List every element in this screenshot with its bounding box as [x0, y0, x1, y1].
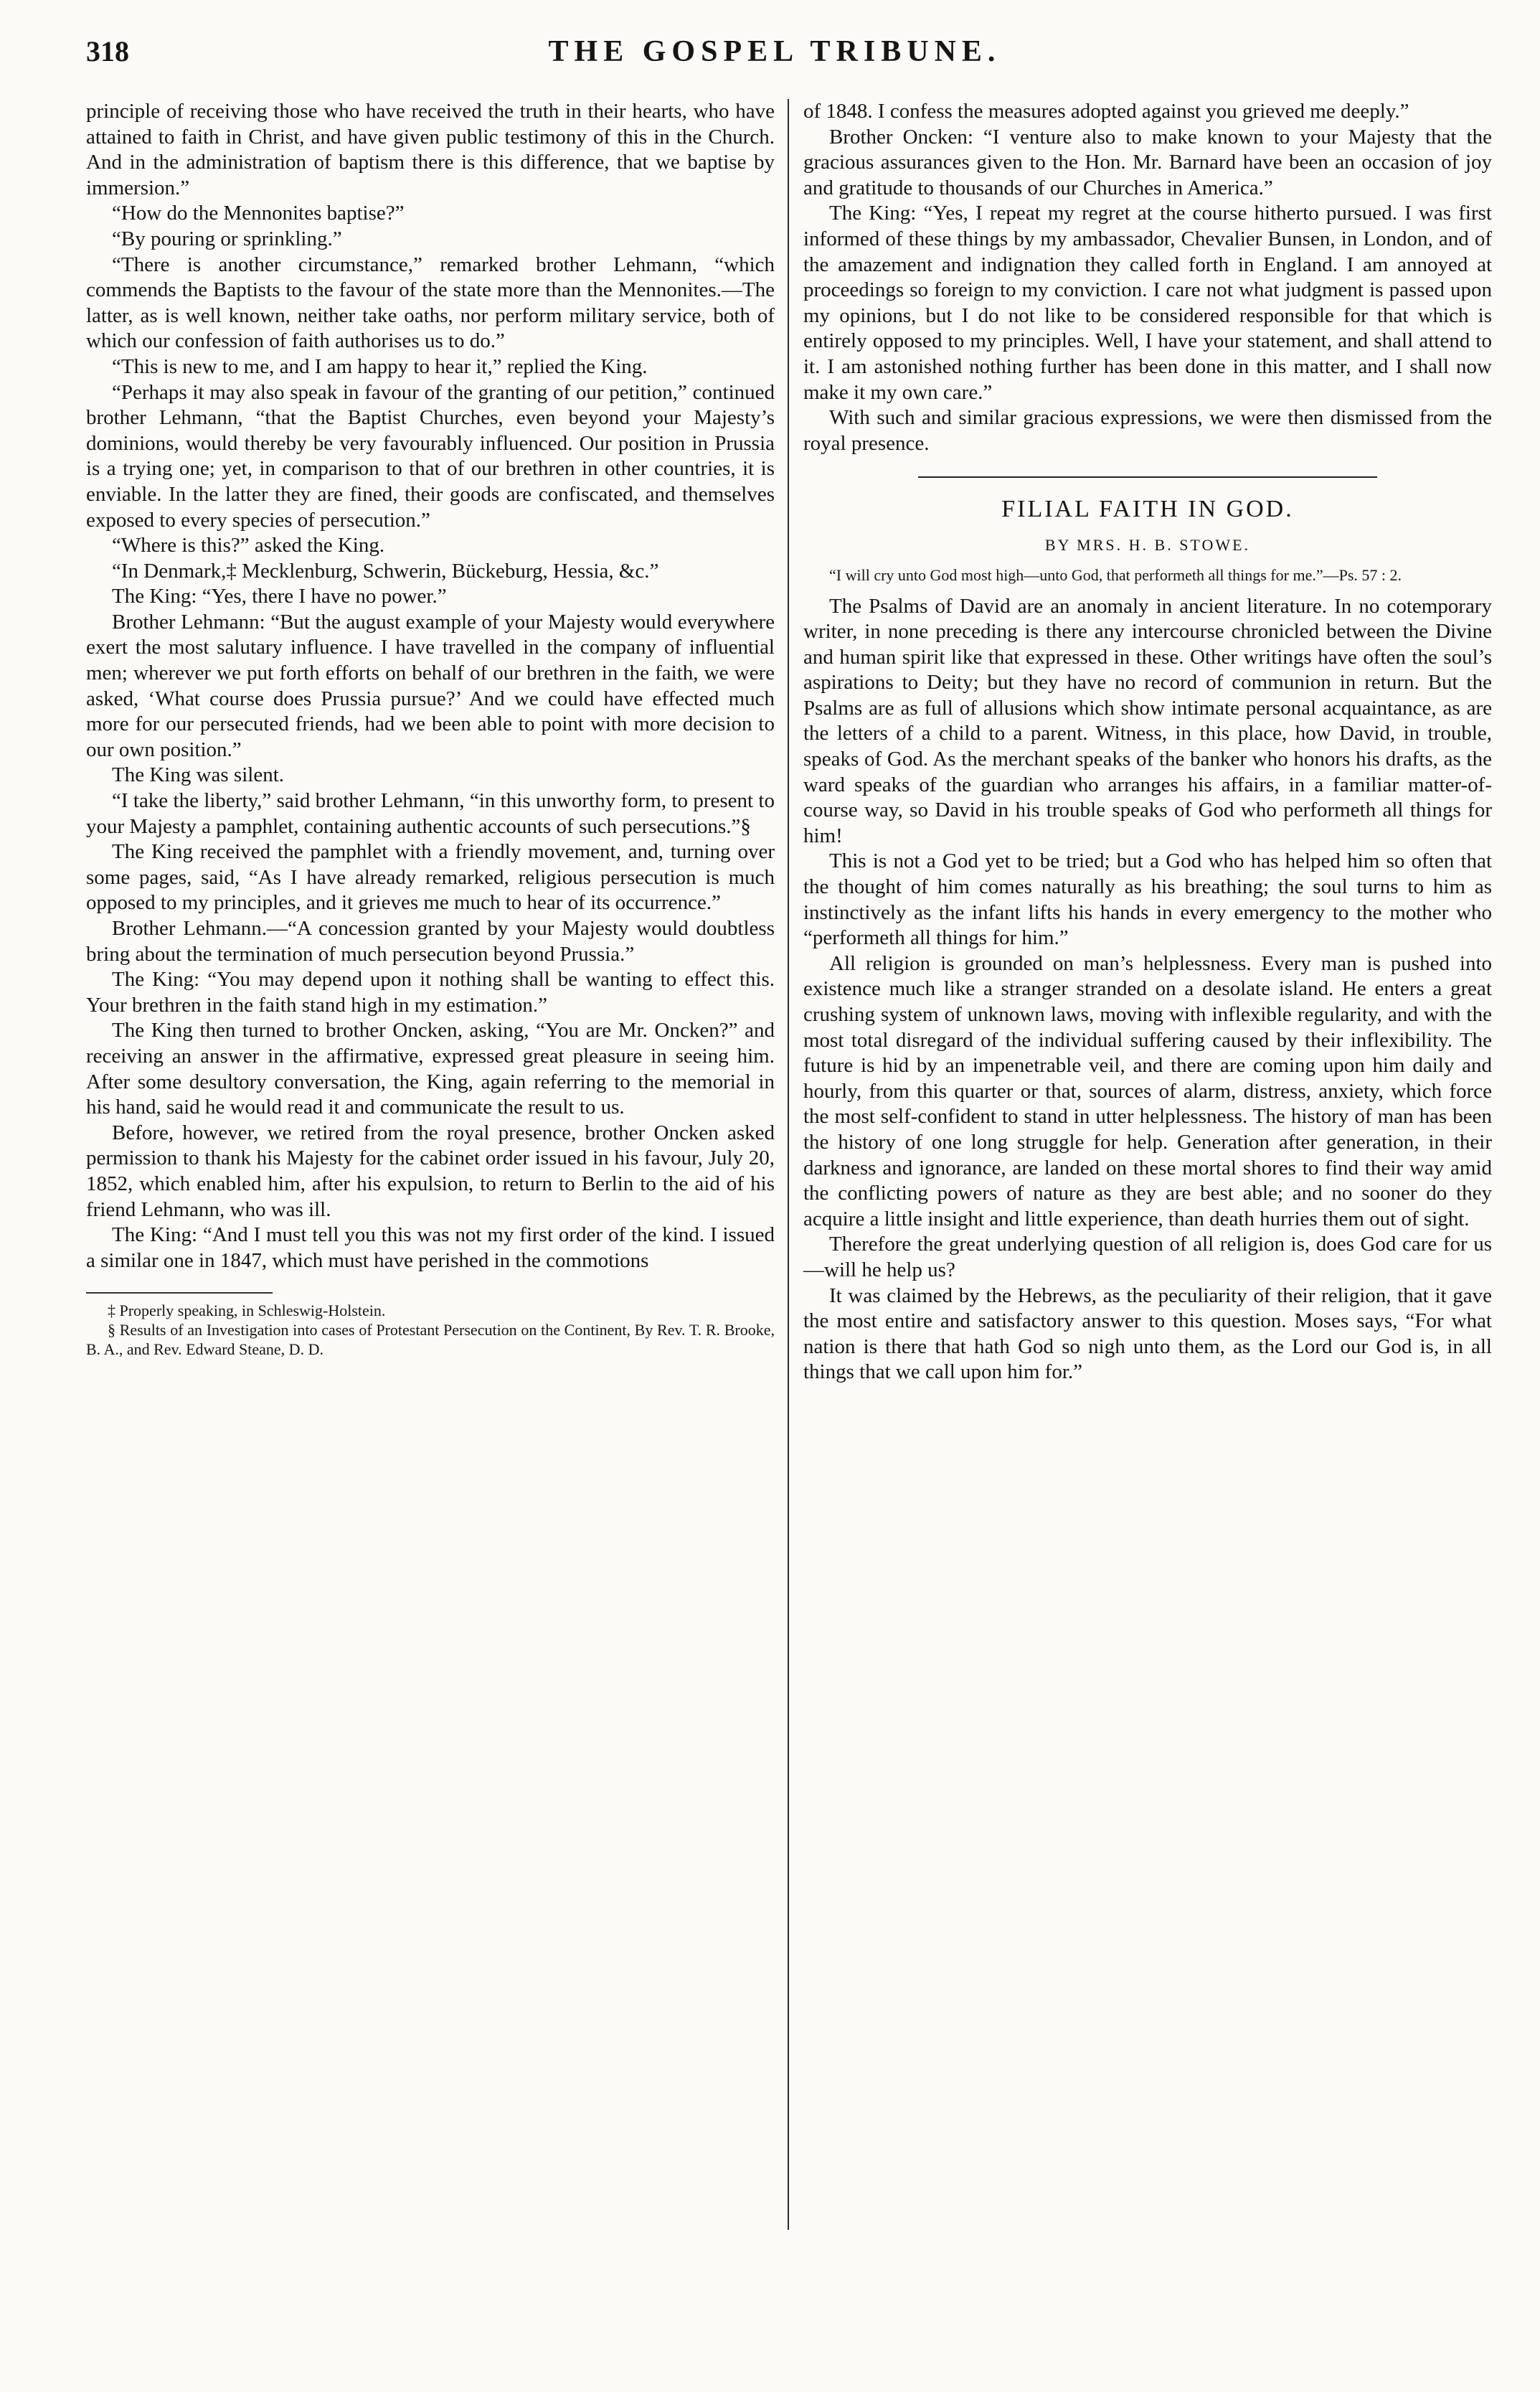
footnote: ‡ Properly speaking, in Schleswig-Holstein.	[108, 1301, 386, 1320]
paragraph: It was claimed by the Hebrews, as the peculiarity of their religion, that it gave the most entire and satisfactory answer to this question. Moses says, “For what nation is there that hath God so nigh unto them, as the Lord our God is, in all things that we call upon him for.”	[803, 1284, 1492, 1384]
page-header	[86, 34, 1463, 77]
article-title: FILIAL FAITH IN GOD.	[1001, 496, 1294, 523]
running-title: THE GOSPEL TRIBUNE.	[548, 35, 1001, 68]
paragraph: Therefore the great underlying question of all religion is, does God care for us—will he help us?	[803, 1233, 1492, 1281]
paragraph: “By pouring or sprinkling.”	[112, 227, 342, 250]
paragraph: Before, however, we retired from the royal presence, brother Oncken asked permission to thank his Majesty for the cabinet order issued in his favour, July 20, 1852, which enabled him, after his expulsion, to return to Berlin to the aid of his friend Lehmann, who was ill.	[86, 1121, 775, 1221]
right-column	[803, 99, 1492, 1385]
paragraph: of 1848. I confess the measures adopted against you grieved me deeply.”	[803, 100, 1409, 123]
paragraph: “I take the liberty,” said brother Lehmann, “in this unworthy form, to present to your Majesty a pamphlet, containing authentic accounts of such persecutions.”§	[86, 789, 775, 838]
page-number: 318	[86, 35, 129, 67]
paragraph: “In Denmark,‡ Mecklenburg, Schwerin, Bückeburg, Hessia, &c.”	[112, 559, 659, 583]
paragraph: With such and similar gracious expressions, we were then dismissed from the royal presence.	[803, 406, 1492, 455]
footnote-rule	[86, 1292, 273, 1294]
left-column	[86, 99, 775, 1359]
article-byline: BY MRS. H. B. STOWE.	[1044, 535, 1251, 554]
footnote: § Results of an Investigation into cases of Protestant Persecution on the Continent, By Rev. T. R. Brooke, B. A., and Rev. Edward Steane, D. D.	[86, 1321, 775, 1359]
paragraph: The King: “And I must tell you this was not my first order of the kind. I issued a similar one in 1847, which must have perished in the commotions	[86, 1223, 775, 1272]
paragraph: “Perhaps it may also speak in favour of the granting of our petition,” continued brother Lehmann, “that the Baptist Churches, even beyond your Majesty’s dominions, would thereby be very favourably influenced. Our position in Prussia is a trying one; yet, in comparison to that of our brethren in other countries, it is enviable. In the latter they are fined, their goods are confiscated, and themselves exposed to every species of persecution.”	[86, 380, 775, 532]
paragraph: The King received the pamphlet with a friendly movement, and, turning over some pages, said, “As I have already remarked, religious persecution is much opposed to my principles, and it grieves me much to hear of its occurrence.”	[86, 840, 775, 915]
paragraph: Brother Oncken: “I venture also to make known to your Majesty that the gracious assurances given to the Hon. Mr. Barnard have been an occasion of joy and gratitude to thousands of our Churches in America.”	[803, 125, 1492, 199]
paragraph: principle of receiving those who have received the truth in their hearts, who have attained to faith in Christ, and have given public testimony of this in the Church. And in the administration of baptism there is this difference, that we baptise by immersion.”	[86, 100, 775, 199]
paragraph: The King then turned to brother Oncken, asking, “You are Mr. Oncken?” and receiving an answer in the affirmative, expressed great pleasure in seeing him. After some desultory conversation, the King, again referring to the memorial in his hand, said he would read it and communicate the result to us.	[86, 1019, 775, 1119]
paragraph: This is not a God yet to be tried; but a God who has helped him so often that the thought of him comes naturally as his breathing; the soul turns to him as instinctively as the infant lifts his hands in every emergency to the mother who “performeth all things for him.”	[803, 849, 1492, 950]
paragraph: All religion is grounded on man’s helplessness. Every man is pushed into existence much like a stranger stranded on a desolate island. He enters a great crushing system of unknown laws, moving with inflexible regularity, and with the most total disregard of the individual suffering caused by their inflexibility. The future is hid by an impenetrable veil, and there are coming upon him daily and hourly, from this quarter or that, sources of alarm, distress, anxiety, which force the most self-confident to stand in utter helplessness. The history of man has been the history of one long struggle for help. Generation after generation, in their darkness and ignorance, are landed on these mortal shores to find their way amid the conflicting powers of nature as they are best able; and no sooner do they acquire a little insight and little experience, than death hurries them out of sight.	[803, 951, 1492, 1230]
paragraph: The King: “Yes, there I have no power.”	[112, 585, 447, 608]
paragraph: Brother Lehmann: “But the august example of your Majesty would everywhere exert the most salutary influence. I have travelled in the company of influential men; wherever we put forth efforts on behalf of our brethren in the faith, we were asked, ‘What course does Prussia pursue?’ And we could have effected much more for our persecuted friends, had we been able to point with more decision to our own position.”	[86, 610, 775, 761]
paragraph: The King was silent.	[112, 763, 285, 787]
column-rule	[788, 99, 789, 2230]
paragraph: The Psalms of David are an anomaly in ancient literature. In no cotemporary writer, in none preceding is there any intercourse chronicled between the Divine and human spirit like that expressed in these. Other writings have often the soul’s aspirations to Deity; but they have no record of communion in return. But the Psalms are as full of allusions which show intimate personal acquaintance, as are the letters of a child to a parent. Witness, in this place, how David, in trouble, speaks of God. As the merchant speaks of the banker who honors his drafts, as the ward speaks of the guardian who arranges his affairs, in a familiar matter-of-course way, so David in his trouble speaks of God who performeth all things for him!	[803, 594, 1492, 847]
paragraph: “Where is this?” asked the King.	[112, 534, 385, 557]
paragraph: “This is new to me, and I am happy to hear it,” replied the King.	[112, 354, 648, 378]
paragraph: “There is another circumstance,” remarked brother Lehmann, “which commends the Baptists to the favour of the state more than the Mennonites.—The latter, as is well known, neither take oaths, nor perform military service, both of which our confession of faith authorises us to do.”	[86, 253, 775, 353]
section-divider	[918, 476, 1377, 478]
article-epigraph: “I will cry unto God most high—unto God, that performeth all things for me.”—Ps. 57 : 2.	[829, 565, 1402, 584]
paragraph: The King: “Yes, I repeat my regret at the course hitherto pursued. I was first informed of these things by my ambassador, Chevalier Bunsen, in London, and of the amazement and indignation they called forth in England. I am annoyed at proceedings so foreign to my conviction. I care not what judgment is passed upon my opinions, but I do not like to be considered responsible for that which is entirely opposed to my principles. Well, I have your statement, and shall attend to it. I am astonished nothing further has been done in this matter, and I shall now make it my own care.”	[803, 202, 1492, 404]
paragraph: The King: “You may depend upon it nothing shall be wanting to effect this. Your brethren in the faith stand high in my estimation.”	[86, 968, 775, 1017]
paragraph: “How do the Mennonites baptise?”	[112, 202, 405, 225]
paragraph: Brother Lehmann.—“A concession granted by your Majesty would doubtless bring about the termination of much persecution beyond Prussia.”	[86, 917, 775, 966]
